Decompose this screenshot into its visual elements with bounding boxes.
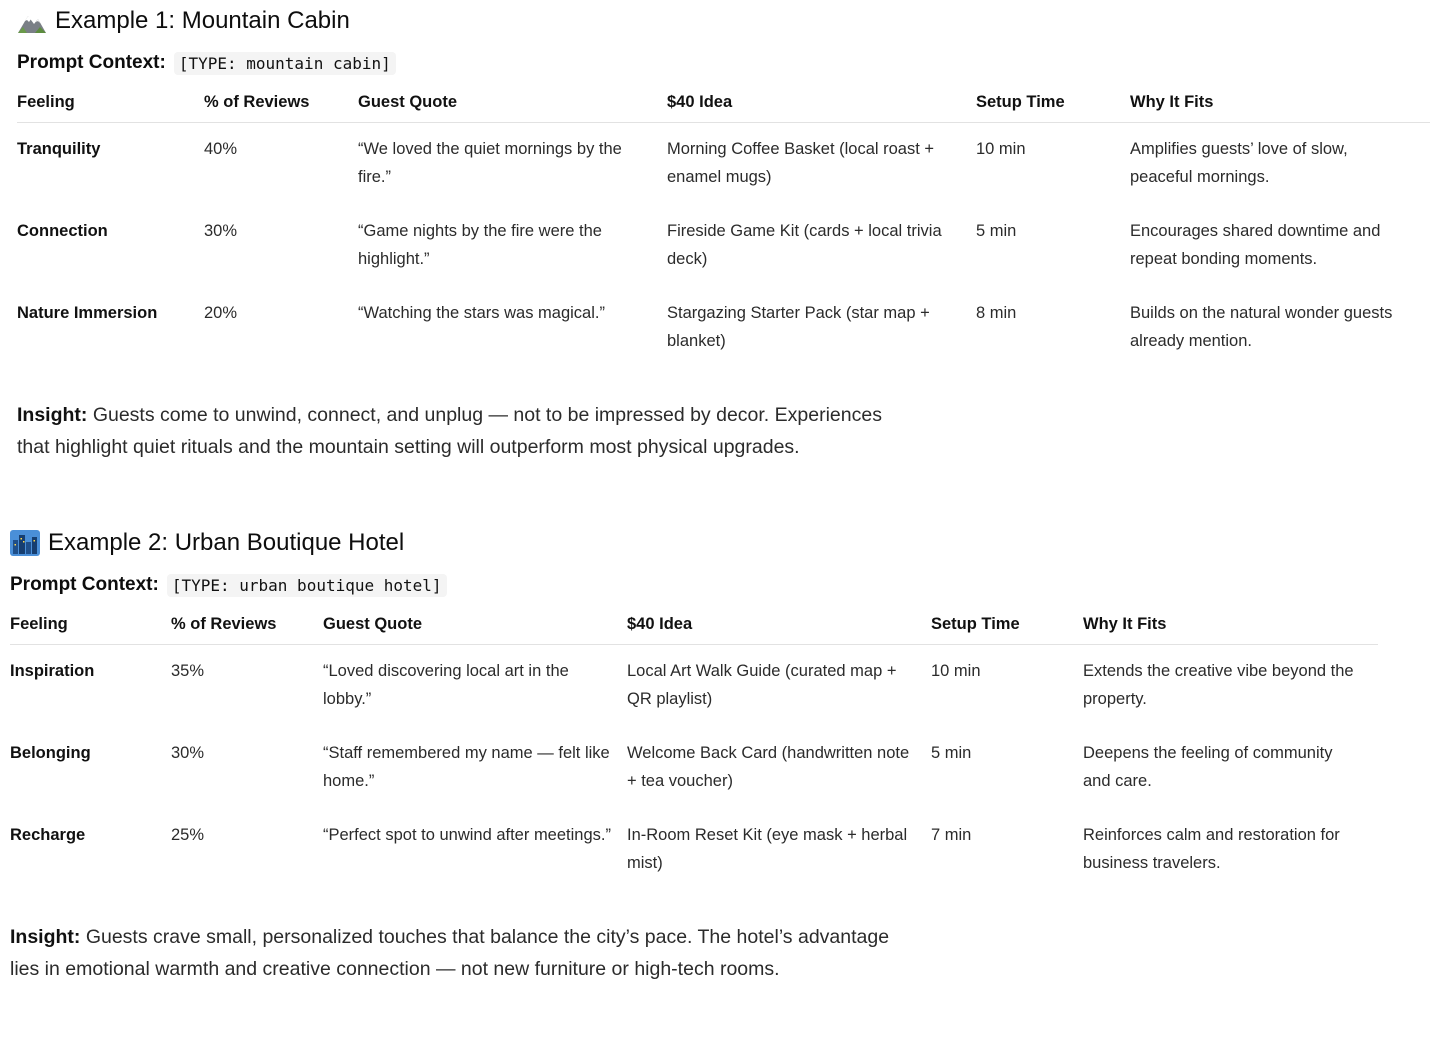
prompt-context-code: [TYPE: mountain cabin] — [174, 52, 396, 75]
header-idea: $40 Idea — [667, 84, 976, 123]
feelings-table — [17, 84, 1430, 369]
header-percent: % of Reviews — [204, 84, 358, 123]
cell-feeling: Recharge — [10, 826, 86, 844]
cell-percent: 35% — [171, 662, 205, 680]
cell-why: Amplifies guests’ love of slow, peaceful mornings. — [1130, 140, 1348, 186]
cell-percent: 25% — [171, 826, 205, 844]
cell-idea: Fireside Game Kit (cards + local trivia deck) — [667, 222, 942, 268]
cell-idea: Local Art Walk Guide (curated map + QR playlist) — [627, 662, 897, 708]
cell-why: Deepens the feeling of community and care. — [1083, 744, 1333, 790]
table-row — [17, 205, 1430, 287]
cell-quote: “Watching the stars was magical.” — [358, 304, 605, 322]
cityscape-icon — [10, 530, 40, 556]
header-quote: Guest Quote — [358, 84, 667, 123]
prompt-context — [17, 42, 1430, 84]
cell-why: Reinforces calm and restoration for business travelers. — [1083, 826, 1340, 872]
table-row — [10, 727, 1378, 809]
header-quote: Guest Quote — [323, 606, 627, 645]
section-heading — [17, 0, 1430, 42]
cell-setup: 7 min — [931, 826, 972, 844]
cell-percent: 30% — [171, 744, 205, 762]
cell-why: Extends the creative vibe beyond the property. — [1083, 662, 1354, 708]
table-row — [10, 645, 1378, 728]
cell-idea: In-Room Reset Kit (eye mask + herbal mist) — [627, 826, 908, 872]
header-setup: Setup Time — [976, 84, 1130, 123]
header-feeling: Feeling — [17, 84, 204, 123]
table-row — [10, 809, 1378, 891]
cell-quote: “Perfect spot to unwind after meetings.” — [323, 826, 611, 844]
prompt-context-code: [TYPE: urban boutique hotel] — [167, 574, 447, 597]
prompt-context-label: Prompt Context: — [10, 574, 159, 595]
section-title: Example 1: Mountain Cabin — [55, 7, 350, 34]
cell-percent: 20% — [204, 304, 238, 322]
insight-paragraph — [10, 921, 910, 985]
cell-quote: “We loved the quiet mornings by the fire.” — [358, 140, 622, 186]
insight-paragraph — [17, 399, 917, 463]
cell-percent: 40% — [204, 140, 238, 158]
table-header-row — [17, 84, 1430, 123]
header-idea: $40 Idea — [627, 606, 931, 645]
cell-feeling: Nature Immersion — [17, 304, 158, 322]
table-row — [17, 287, 1430, 369]
header-why: Why It Fits — [1083, 606, 1378, 645]
header-percent: % of Reviews — [171, 606, 323, 645]
cell-feeling: Belonging — [10, 744, 91, 762]
cell-quote: “Loved discovering local art in the lobby.” — [323, 662, 569, 708]
cell-why: Encourages shared downtime and repeat bonding moments. — [1130, 222, 1381, 268]
cell-idea: Welcome Back Card (handwritten note + tea voucher) — [627, 744, 910, 790]
insight-label: Insight: — [10, 926, 81, 948]
cell-why: Builds on the natural wonder guests already mention. — [1130, 304, 1393, 350]
feelings-table — [10, 606, 1378, 891]
mountain-icon — [17, 8, 47, 34]
insight-text: Guests crave small, personalized touches that balance the city’s pace. The hotel’s advantage lies in emotional warmth and creative connection — not new furniture or high-tech rooms. — [10, 926, 890, 980]
insight-text: Guests come to unwind, connect, and unplug — not to be impressed by decor. Experiences that highlight quiet rituals and the mountain setting will outperform most physical upgrades. — [17, 404, 882, 458]
example-section — [10, 522, 1378, 985]
example-section — [17, 0, 1430, 463]
section-title: Example 2: Urban Boutique Hotel — [48, 529, 405, 556]
cell-quote: “Game nights by the fire were the highlight.” — [358, 222, 602, 268]
cell-idea: Stargazing Starter Pack (star map + blanket) — [667, 304, 930, 350]
header-why: Why It Fits — [1130, 84, 1430, 123]
cell-setup: 5 min — [931, 744, 972, 762]
insight-label: Insight: — [17, 404, 88, 426]
cell-idea: Morning Coffee Basket (local roast + enamel mugs) — [667, 140, 935, 186]
header-setup: Setup Time — [931, 606, 1083, 645]
cell-setup: 10 min — [976, 140, 1026, 158]
prompt-context-label: Prompt Context: — [17, 52, 166, 73]
cell-setup: 10 min — [931, 662, 981, 680]
table-header-row — [10, 606, 1378, 645]
cell-feeling: Inspiration — [10, 662, 95, 680]
cell-feeling: Connection — [17, 222, 108, 240]
section-heading — [10, 522, 1378, 564]
header-feeling: Feeling — [10, 606, 171, 645]
cell-quote: “Staff remembered my name — felt like home.” — [323, 744, 610, 790]
prompt-context — [10, 564, 1378, 606]
cell-feeling: Tranquility — [17, 140, 101, 158]
table-row — [17, 123, 1430, 206]
cell-percent: 30% — [204, 222, 238, 240]
cell-setup: 5 min — [976, 222, 1017, 240]
cell-setup: 8 min — [976, 304, 1017, 322]
